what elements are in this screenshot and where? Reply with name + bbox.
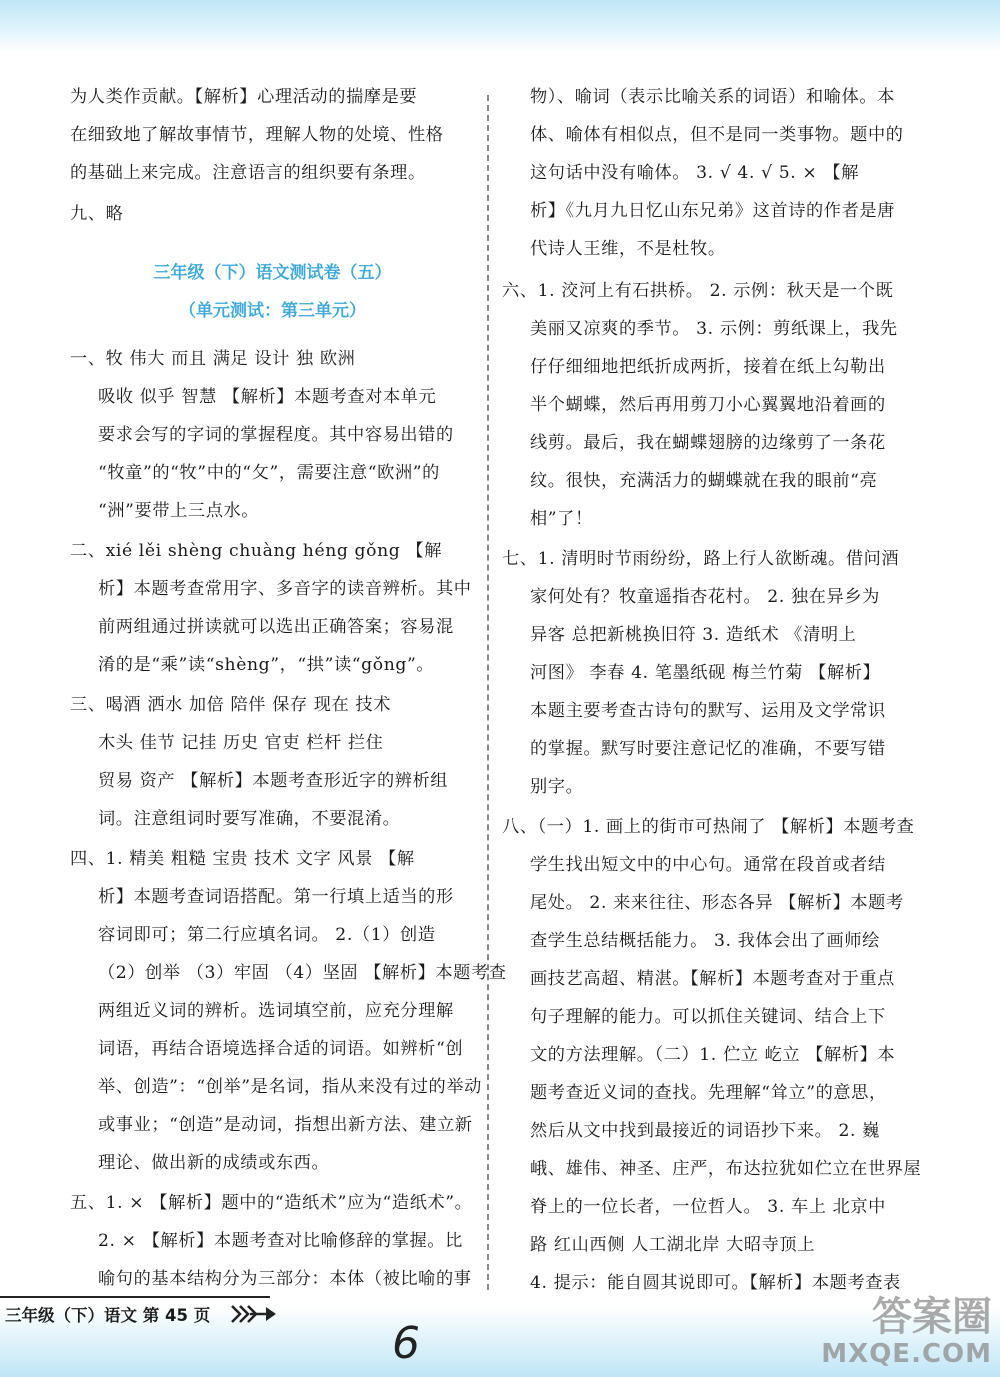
watermark-brand: 答案圈 xyxy=(872,1294,992,1340)
text-line: 4. 提示：能自圆其说即可。【解析】本题考查表 xyxy=(530,1273,901,1293)
arrow-right-icon xyxy=(230,1303,278,1329)
text-line: 理论、做出新的成绩或东西。 xyxy=(98,1153,330,1173)
text-line: 体、喻体有相似点，但不是同一类事物。题中的 xyxy=(530,125,904,145)
text-line: 画技艺高超、精湛。【解析】本题考查对于重点 xyxy=(530,969,895,989)
text-line: 析】本题考查常用字、多音字的读音辨析。其中 xyxy=(98,579,472,599)
text-line: 淆的是“乘”读“shèng”，“拱”读“gǒng”。 xyxy=(98,655,435,675)
text-line: 三、喝酒 洒水 加倍 陪伴 保存 现在 技术 xyxy=(70,695,391,715)
text-line: 木头 佳节 记挂 历史 官吏 栏杆 拦住 xyxy=(98,733,384,753)
text-line: 仔仔细细地把纸折成两折，接着在纸上勾勒出 xyxy=(530,357,886,377)
text-line: 物）、喻词（表示比喻关系的词语）和喻体。本 xyxy=(530,87,895,107)
text-line: 的掌握。默写时要注意记忆的准确，不要写错 xyxy=(530,739,886,759)
text-line: “洲”要带上三点水。 xyxy=(98,501,260,521)
text-line: 容词即可；第二行应填名词。 2.（1）创造 xyxy=(98,925,436,945)
text-line: 七、1. 清明时节雨纷纷，路上行人欲断魂。借问酒 xyxy=(502,549,900,569)
text-line: 这句话中没有喻体。 3. √ 4. √ 5. × 【解 xyxy=(530,163,860,183)
text-line: 八、（一）1. 画上的街市可热闹了 【解析】本题考查 xyxy=(502,817,915,837)
text-line: 学生找出短文中的中心句。通常在段首或者结 xyxy=(530,855,886,875)
column-divider xyxy=(487,95,489,1290)
text-line: 贸易 资产 【解析】本题考查形近字的辨析组 xyxy=(98,771,449,791)
text-line: 的基础上来完成。注意语言的组织要有条理。 xyxy=(70,163,426,183)
text-line: 举、创造”：“创举”是名词，指从来没有过的举动 xyxy=(98,1077,482,1097)
text-line: 查学生总结概括能力。 3. 我体会出了画师绘 xyxy=(530,931,880,951)
text-line: 异客 总把新桃换旧符 3. 造纸术 《清明上 xyxy=(530,625,857,645)
text-line: （2）创举 （3）牢固 （4）坚固 【解析】本题考查 xyxy=(98,963,507,983)
text-line: 两组近义词的辨析。选词填空前，应充分理解 xyxy=(98,1001,454,1021)
text-line: 要求会写的字词的掌握程度。其中容易出错的 xyxy=(98,425,454,445)
text-line: 析】《九月九日忆山东兄弟》这首诗的作者是唐 xyxy=(530,201,895,221)
page-footer xyxy=(0,1296,270,1332)
text-line: 九、略 xyxy=(70,204,124,224)
text-line: 为人类作贡献。【解析】心理活动的揣摩是要 xyxy=(70,87,418,107)
text-line: 喻句的基本结构分为三部分：本体（被比喻的事 xyxy=(98,1269,472,1289)
text-line: 前两组通过拼读就可以选出正确答案；容易混 xyxy=(98,617,454,637)
text-line: 然后从文中找到最接近的词语抄下来。 2. 巍 xyxy=(530,1121,880,1141)
text-line: 美丽又凉爽的季节。 3. 示例：剪纸课上，我先 xyxy=(530,319,898,339)
text-line: 一、牧 伟大 而且 满足 设计 独 欧洲 xyxy=(70,349,356,369)
text-line: 本题主要考查古诗句的默写、运用及文学常识 xyxy=(530,701,886,721)
text-line: 词。注意组词时要写准确，不要混淆。 xyxy=(98,809,401,829)
text-line: 析】本题考查词语搭配。第一行填上适当的形 xyxy=(98,887,454,907)
text-line: 二、xié lěi shèng chuàng héng gǒng 【解 xyxy=(70,541,443,561)
text-line: 河图》 李春 4. 笔墨纸砚 梅兰竹菊 【解析】 xyxy=(530,663,881,683)
section-title: 三年级（下）语文测试卷（五） xyxy=(153,263,392,283)
watermark xyxy=(821,1295,992,1369)
text-line: 词语，再结合语境选择合适的词语。如辨析“创 xyxy=(98,1039,464,1059)
text-line: 六、1. 洨河上有石拱桥。 2. 示例：秋天是一个既 xyxy=(502,281,894,301)
text-line: 线剪。最后，我在蝴蝶翅膀的边缘剪了一条花 xyxy=(530,433,886,453)
text-line: 句子理解的能力。可以抓住关键词、结合上下 xyxy=(530,1007,886,1027)
text-line: 在细致地了解故事情节，理解人物的处境、性格 xyxy=(70,125,444,145)
text-line: 五、1. × 【解析】题中的“造纸术”应为“造纸术”。 xyxy=(70,1193,473,1213)
text-line: 尾处。 2. 来来往往、形态各异 【解析】本题考 xyxy=(530,893,904,913)
text-line: 2. × 【解析】本题考查对比喻修辞的掌握。比 xyxy=(98,1231,463,1251)
section-subtitle: （单元测试：第三单元） xyxy=(179,301,366,321)
text-line: 路 红山西侧 人工湖北岸 大昭寺顶上 xyxy=(530,1235,816,1255)
handwritten-mark: 6 xyxy=(392,1318,420,1369)
watermark-url: MXQE.COM xyxy=(821,1339,992,1369)
text-line: 家何处有？牧童遥指杏花村。 2. 独在异乡为 xyxy=(530,587,880,607)
text-line: 或事业；“创造”是动词，指想出新方法、建立新 xyxy=(98,1115,473,1135)
top-decorative-band xyxy=(0,0,1000,52)
text-line: 半个蝴蝶，然后再用剪刀小心翼翼地沿着画的 xyxy=(530,395,886,415)
text-line: 吸收 似乎 智慧 【解析】本题考查对本单元 xyxy=(98,387,437,407)
text-line: 脊上的一位长者，一位哲人。 3. 车上 北京中 xyxy=(530,1197,886,1217)
text-line: 纹。很快，充满活力的蝴蝶就在我的眼前“亮 xyxy=(530,471,878,491)
text-line: 峨、雄伟、神圣、庄严，布达拉犹如伫立在世界屋 xyxy=(530,1159,922,1179)
text-line: 题考查近义词的查找。先理解“耸立”的意思， xyxy=(530,1083,887,1103)
text-line: 四、1. 精美 粗糙 宝贵 技术 文字 风景 【解 xyxy=(70,849,415,869)
text-line: 相”了！ xyxy=(530,509,593,529)
page-number-label: 三年级（下）语文 第 45 页 xyxy=(5,1306,211,1325)
text-line: 别字。 xyxy=(530,777,584,797)
text-line: 代诗人王维，不是杜牧。 xyxy=(530,239,726,259)
text-line: 文的方法理解。（二）1. 伫立 屹立 【解析】本 xyxy=(530,1045,896,1065)
text-line: “牧童”的“牧”中的“攵”，需要注意“欧洲”的 xyxy=(98,463,440,483)
